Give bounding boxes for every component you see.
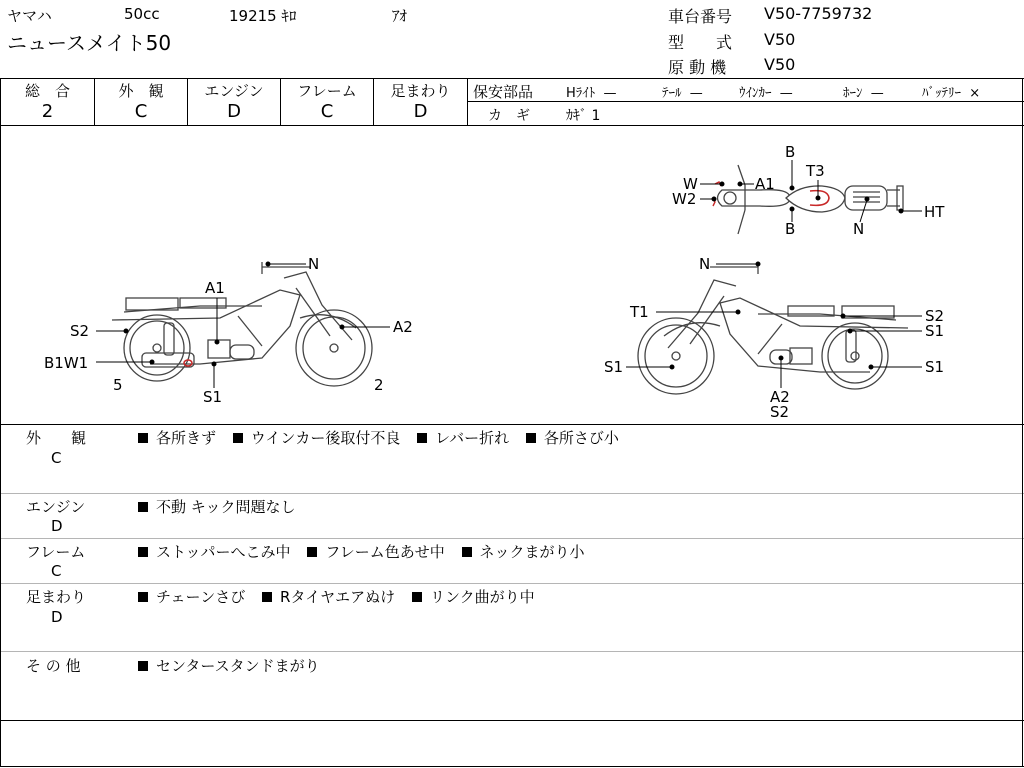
exterior-item: 各所さび小	[543, 429, 619, 447]
frame-no-label: 車台番号	[668, 7, 733, 26]
divider	[0, 424, 1024, 425]
color: ｱｵ	[392, 7, 408, 25]
section-other-items	[136, 655, 330, 676]
safety-item-battery: ﾊﾞｯﾃﾘｰ ×	[922, 86, 981, 101]
section-exterior-items	[136, 427, 629, 448]
other-item: センタースタンドまがり	[156, 657, 320, 675]
right-view-drawing	[638, 262, 908, 394]
callout-top-ht: HT	[924, 203, 945, 221]
section-frame-label: フレーム	[26, 543, 86, 561]
rating-frame-value: C	[320, 101, 334, 122]
safety-item-headlight: Hﾗｲﾄ —	[566, 86, 617, 101]
divider	[0, 651, 1024, 652]
callout-top-a1: A1	[755, 175, 775, 193]
divider	[467, 78, 468, 125]
rating-frame-label: フレーム	[297, 82, 357, 100]
callout-right-a2: A2	[770, 388, 790, 406]
safety-title: 保安部品	[473, 83, 534, 101]
suspension-item: Rタイヤエアぬけ	[280, 588, 396, 606]
safety-item-winker: ｳｲﾝｶｰ —	[739, 86, 793, 101]
divider	[0, 493, 1024, 494]
type-label: 型 式	[668, 33, 733, 52]
displacement: 50cc	[124, 5, 160, 23]
rating-overall-label: 総 合	[24, 82, 70, 100]
mileage: 19215 ｷﾛ	[229, 7, 297, 25]
rating-engine-value: D	[227, 101, 241, 122]
section-engine-items	[136, 496, 305, 517]
callout-left-5: 5	[113, 376, 123, 394]
callout-top-b: B	[785, 143, 796, 161]
divider	[0, 538, 1024, 539]
engine-value: V50	[764, 55, 796, 74]
section-suspension-grade: D	[51, 608, 63, 626]
frame-item: ネックまがり小	[479, 543, 585, 561]
rating-overall-value: 2	[41, 101, 54, 122]
divider	[0, 720, 1024, 721]
callout-left-n: N	[308, 255, 320, 273]
callout-left-2: 2	[374, 376, 384, 394]
callout-right-n: N	[699, 255, 711, 273]
callout-left-s1: S1	[203, 388, 223, 406]
damage-diagram	[0, 126, 1024, 424]
callout-right-s2: S2	[925, 307, 945, 325]
callout-left-a1: A1	[205, 279, 225, 297]
callout-left-s2: S2	[70, 322, 90, 340]
type-value: V50	[764, 30, 796, 49]
rating-suspension-value: D	[413, 101, 428, 122]
callout-left-a2: A2	[393, 318, 413, 336]
engine-item: 不動 キック問題なし	[156, 498, 296, 516]
key-label: カ ギ	[488, 108, 530, 124]
callout-right-t1: T1	[630, 303, 649, 321]
maker: ヤマハ	[7, 7, 52, 25]
callout-right-s2-lower: S2	[770, 403, 790, 421]
suspension-item: リンク曲がり中	[429, 588, 535, 606]
callout-top-t3: T3	[806, 162, 825, 180]
exterior-item: ウインカー後取付不良	[250, 429, 401, 447]
rating-suspension-label: 足まわり	[390, 82, 451, 100]
callout-top-w: W	[683, 175, 698, 193]
section-suspension-items	[136, 586, 545, 607]
safety-item-horn: ﾎｰﾝ —	[843, 86, 884, 101]
section-frame-grade: C	[51, 562, 62, 580]
suspension-item: チェーンさび	[156, 588, 246, 606]
rating-exterior-value: C	[134, 101, 148, 122]
section-other-label: そ の 他	[26, 657, 81, 675]
section-engine-grade: D	[51, 517, 63, 535]
section-exterior-label: 外 観	[26, 429, 87, 447]
callout-top-w2: W2	[672, 190, 697, 208]
engine-label: 原 動 機	[668, 58, 727, 77]
callout-right-s1: S1	[925, 322, 945, 340]
callout-left-b1w1: B1W1	[44, 354, 89, 372]
callout-right-s1-front: S1	[604, 358, 624, 376]
divider	[0, 583, 1024, 584]
rating-exterior-label: 外 観	[118, 82, 164, 100]
left-view-drawing	[112, 262, 372, 386]
model-name: ニュースメイト50	[7, 31, 172, 55]
frame-item: フレーム色あせ中	[325, 543, 445, 561]
section-engine-label: エンジン	[26, 498, 86, 516]
frame-no: V50-7759732	[764, 4, 873, 23]
section-frame-items	[136, 541, 595, 562]
divider	[0, 78, 1024, 79]
callout-top-n: N	[853, 220, 865, 238]
safety-item-tail: ﾃｰﾙ —	[662, 86, 703, 101]
section-suspension-label: 足まわり	[26, 588, 87, 606]
callout-right-s1-rear: S1	[925, 358, 945, 376]
divider	[468, 101, 1024, 102]
exterior-item: レバー折れ	[435, 429, 510, 447]
key-value: ｶｷﾞ 1	[566, 108, 601, 124]
callout-top-b2: B	[785, 220, 796, 238]
section-exterior-grade: C	[51, 449, 62, 467]
frame-item: ストッパーへこみ中	[156, 543, 291, 561]
rating-engine-label: エンジン	[204, 82, 264, 100]
divider	[0, 766, 1024, 767]
exterior-item: 各所きず	[156, 429, 217, 447]
